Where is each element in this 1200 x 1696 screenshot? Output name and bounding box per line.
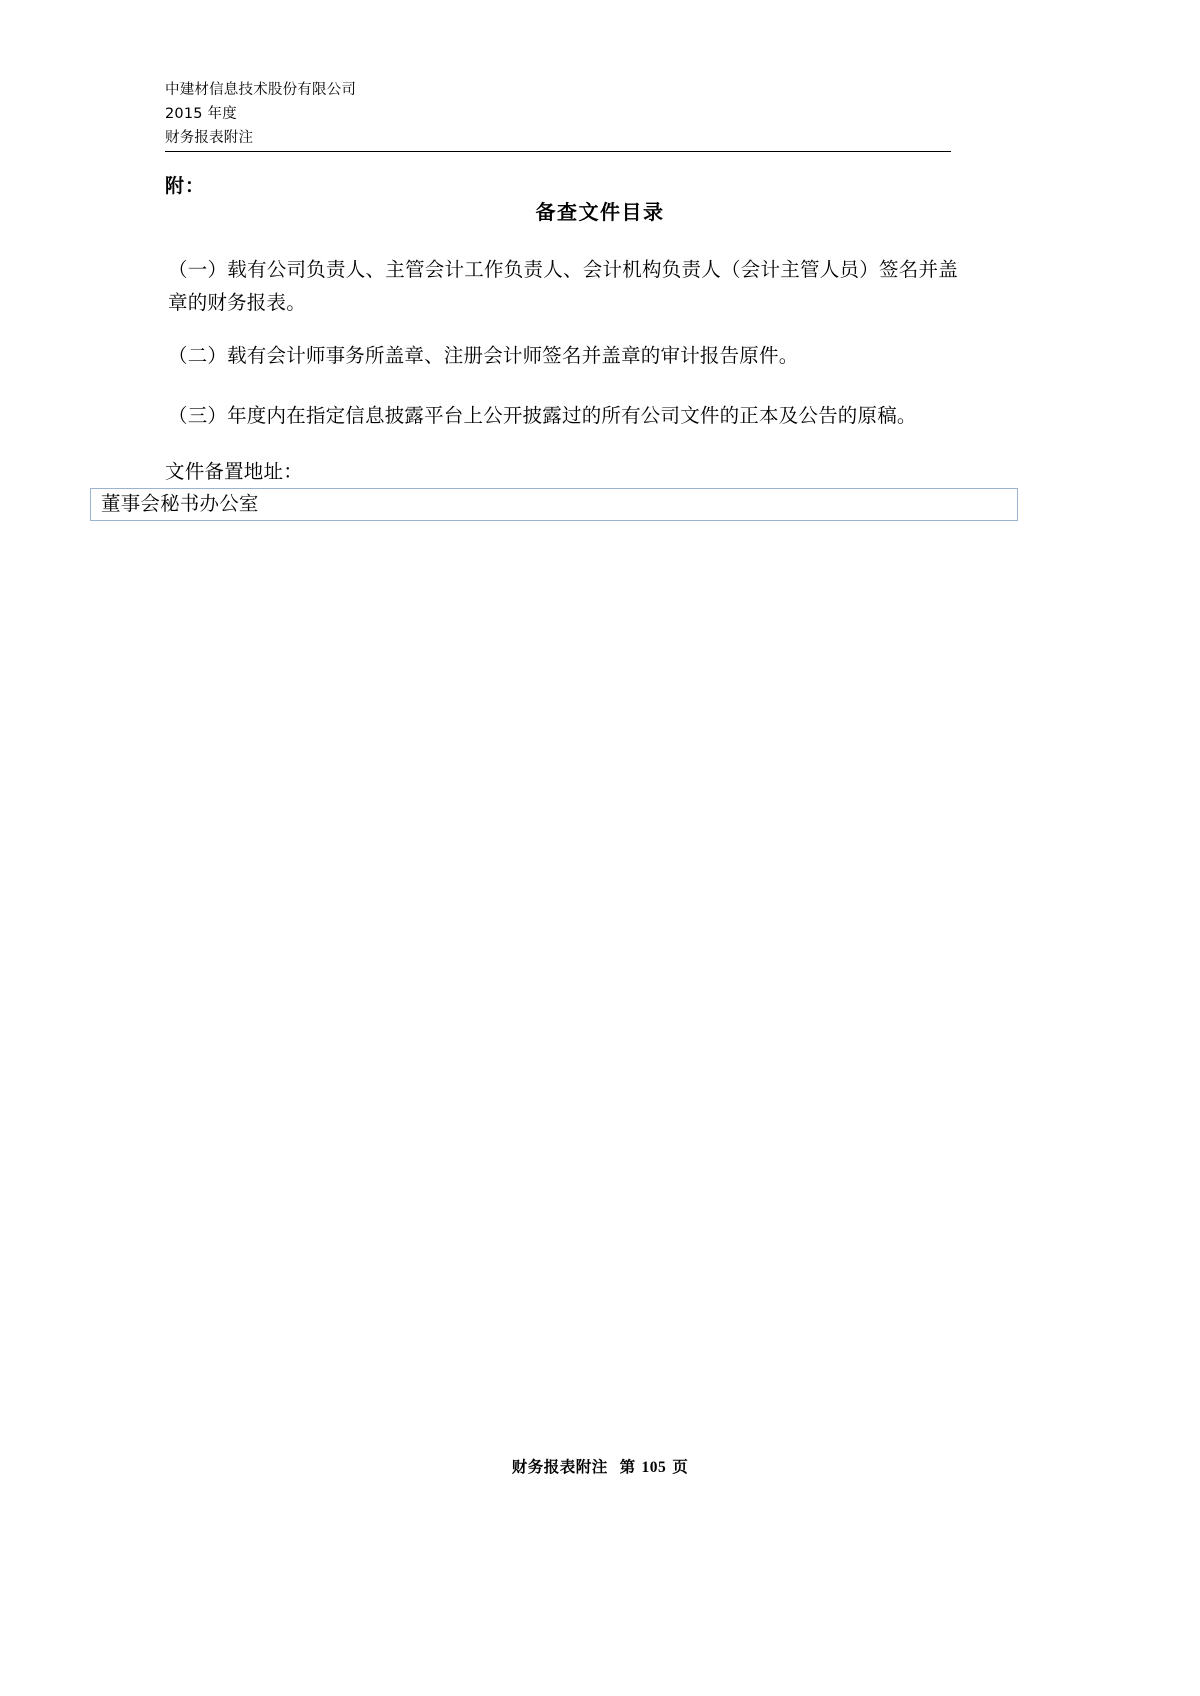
footer-page-suffix: 页 [672,1459,689,1476]
paragraph-three: （三）年度内在指定信息披露平台上公开披露过的所有公司文件的正本及公告的原稿。 [168,406,917,427]
address-label: 文件备置地址： [165,462,303,483]
header-divider [165,151,951,152]
footer-page-number: 105 [641,1459,667,1476]
address-input[interactable] [90,488,1018,521]
footer-label: 财务报表附注 [511,1458,608,1476]
address-value: 董事会秘书办公室 [101,494,259,515]
header-company-name: 中建材信息技术股份有限公司 [165,82,357,98]
attachment-label: 附： [165,175,206,197]
page-footer [0,1455,1200,1477]
paragraph-one: （一）载有公司负责人、主管会计工作负责人、会计机构负责人（会计主管人员）签名并盖章的财务报表。 [168,260,958,314]
header-section: 财务报表附注 [165,130,254,146]
header-year: 2015 年度 [165,106,237,122]
page-title: 备查文件目录 [535,200,665,224]
footer-page-prefix: 第 [619,1459,636,1476]
paragraph-two: （二）载有会计师事务所盖章、注册会计师签名并盖章的审计报告原件。 [168,346,799,367]
running-header [165,78,955,150]
